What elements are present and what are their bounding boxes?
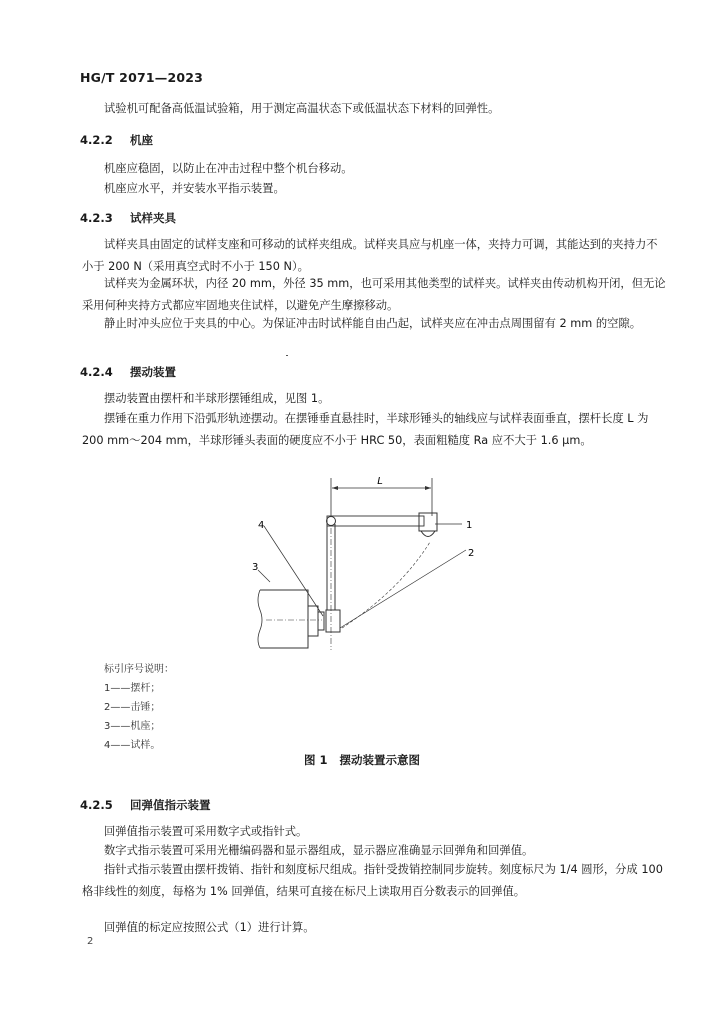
legend-item: 4——试样。 (104, 740, 161, 751)
paragraph: 机座应水平，并安装水平指示装置。 (104, 182, 285, 195)
paragraph: 摆锤在重力作用下沿弧形轨迹摆动。在摆锤垂直悬挂时，半球形锤头的轴线应与试样表面垂直，摆杆长度 L 为 200 mm～204 mm，半球形锤头表面的硬度应不小于 HRC 50，表面粗糙度 Ra 应不大于 1.6 μm。 (82, 412, 649, 447)
hammer-tip (421, 531, 435, 537)
callout-1: 1 (466, 520, 473, 531)
section-number: 4.2.4 (80, 365, 113, 379)
callout-3: 3 (252, 562, 259, 573)
leader-line-3 (258, 570, 270, 582)
paragraph: 摆动装置由摆杆和半球形摆锤组成，见图 1。 (104, 392, 330, 405)
paragraph: 指针式指示装置由摆杆拨销、指针和刻度标尺组成。指针受拨销控制同步旋转。刻度标尺为 1/4 圆形，分成 100 格非线性的刻度，每格为 1% 回弹值，结果可直接在标尺上读取用百分数表示的回弹值。 (82, 863, 663, 898)
legend-item: 2——击锤； (104, 702, 161, 713)
figure-caption (0, 752, 724, 768)
figure-pendulum-diagram (230, 470, 510, 670)
pivot (327, 517, 336, 526)
base-break-line (258, 590, 262, 648)
swing-arc (342, 542, 430, 628)
specimen-holder (308, 606, 318, 636)
section-title: 摆动装置 (130, 365, 176, 379)
page-number: 2 (87, 936, 94, 947)
section-heading-4-2-4 (80, 364, 176, 380)
intro-paragraph: 试验机可配备高低温试验箱，用于测定高温状态下或低温状态下材料的回弹性。 (104, 102, 500, 115)
machine-base (260, 590, 308, 648)
legend-item: 1——摆杆； (104, 683, 161, 694)
section-number: 4.2.2 (80, 133, 113, 147)
dimension-arrow-right (425, 486, 431, 490)
hammer-head-vertical (326, 610, 340, 632)
leader-line-2 (340, 550, 466, 628)
section-title: 回弹值指示装置 (130, 798, 211, 812)
standard-number: HG/T 2071—2023 (80, 70, 204, 85)
paragraph: 试样夹为金属环状，内径 20 mm，外径 35 mm，也可采用其他类型的试样夹。试样夹由传动机构开闭，但无论采用何种夹持方式都应牢固地夹住试样，以避免产生摩擦移动。 (82, 277, 666, 312)
section-title: 试样夹具 (130, 211, 176, 225)
callout-2: 2 (468, 548, 475, 559)
section-number: 4.2.5 (80, 798, 113, 812)
section-number: 4.2.3 (80, 211, 113, 225)
specimen (318, 612, 324, 630)
caption-number: 图 1 (303, 753, 328, 767)
section-heading-4-2-3 (80, 210, 176, 226)
legend-item: 3——机座； (104, 721, 161, 732)
leader-line-4 (264, 526, 323, 616)
paragraph: 试样夹具由固定的试样支座和可移动的试样夹组成。试样夹具应与机座一体，夹持力可调，其能达到的夹持力不小于 200 N（采用真空式时不小于 150 N）。 (82, 238, 658, 273)
section-heading-4-2-2 (80, 132, 153, 148)
legend-title: 标引序号说明： (104, 664, 174, 675)
section-title: 机座 (130, 133, 153, 147)
paragraph: 回弹值的标定应按照公式（1）进行计算。 (104, 921, 315, 934)
stray-mark (286, 355, 288, 356)
paragraph: 机座应稳固，以防止在冲击过程中整个机台移动。 (104, 162, 353, 175)
dimension-arrow-left (332, 486, 338, 490)
pendulum-arm-horizontal (327, 516, 424, 526)
paragraph: 静止时冲头应位于夹具的中心。为保证冲击时试样能自由凸起，试样夹应在冲击点周围留有 2 mm 的空隙。 (104, 317, 642, 330)
figure-legend (104, 660, 174, 755)
paragraph: 回弹值指示装置可采用数字式或指针式。 (104, 825, 308, 838)
section-heading-4-2-5 (80, 797, 211, 813)
caption-title: 摆动装置示意图 (339, 753, 420, 767)
paragraph: 数字式指示装置可采用光栅编码器和显示器组成，显示器应准确显示回弹角和回弹值。 (104, 844, 534, 857)
dimension-label-l: L (377, 476, 383, 487)
callout-4: 4 (258, 520, 265, 531)
